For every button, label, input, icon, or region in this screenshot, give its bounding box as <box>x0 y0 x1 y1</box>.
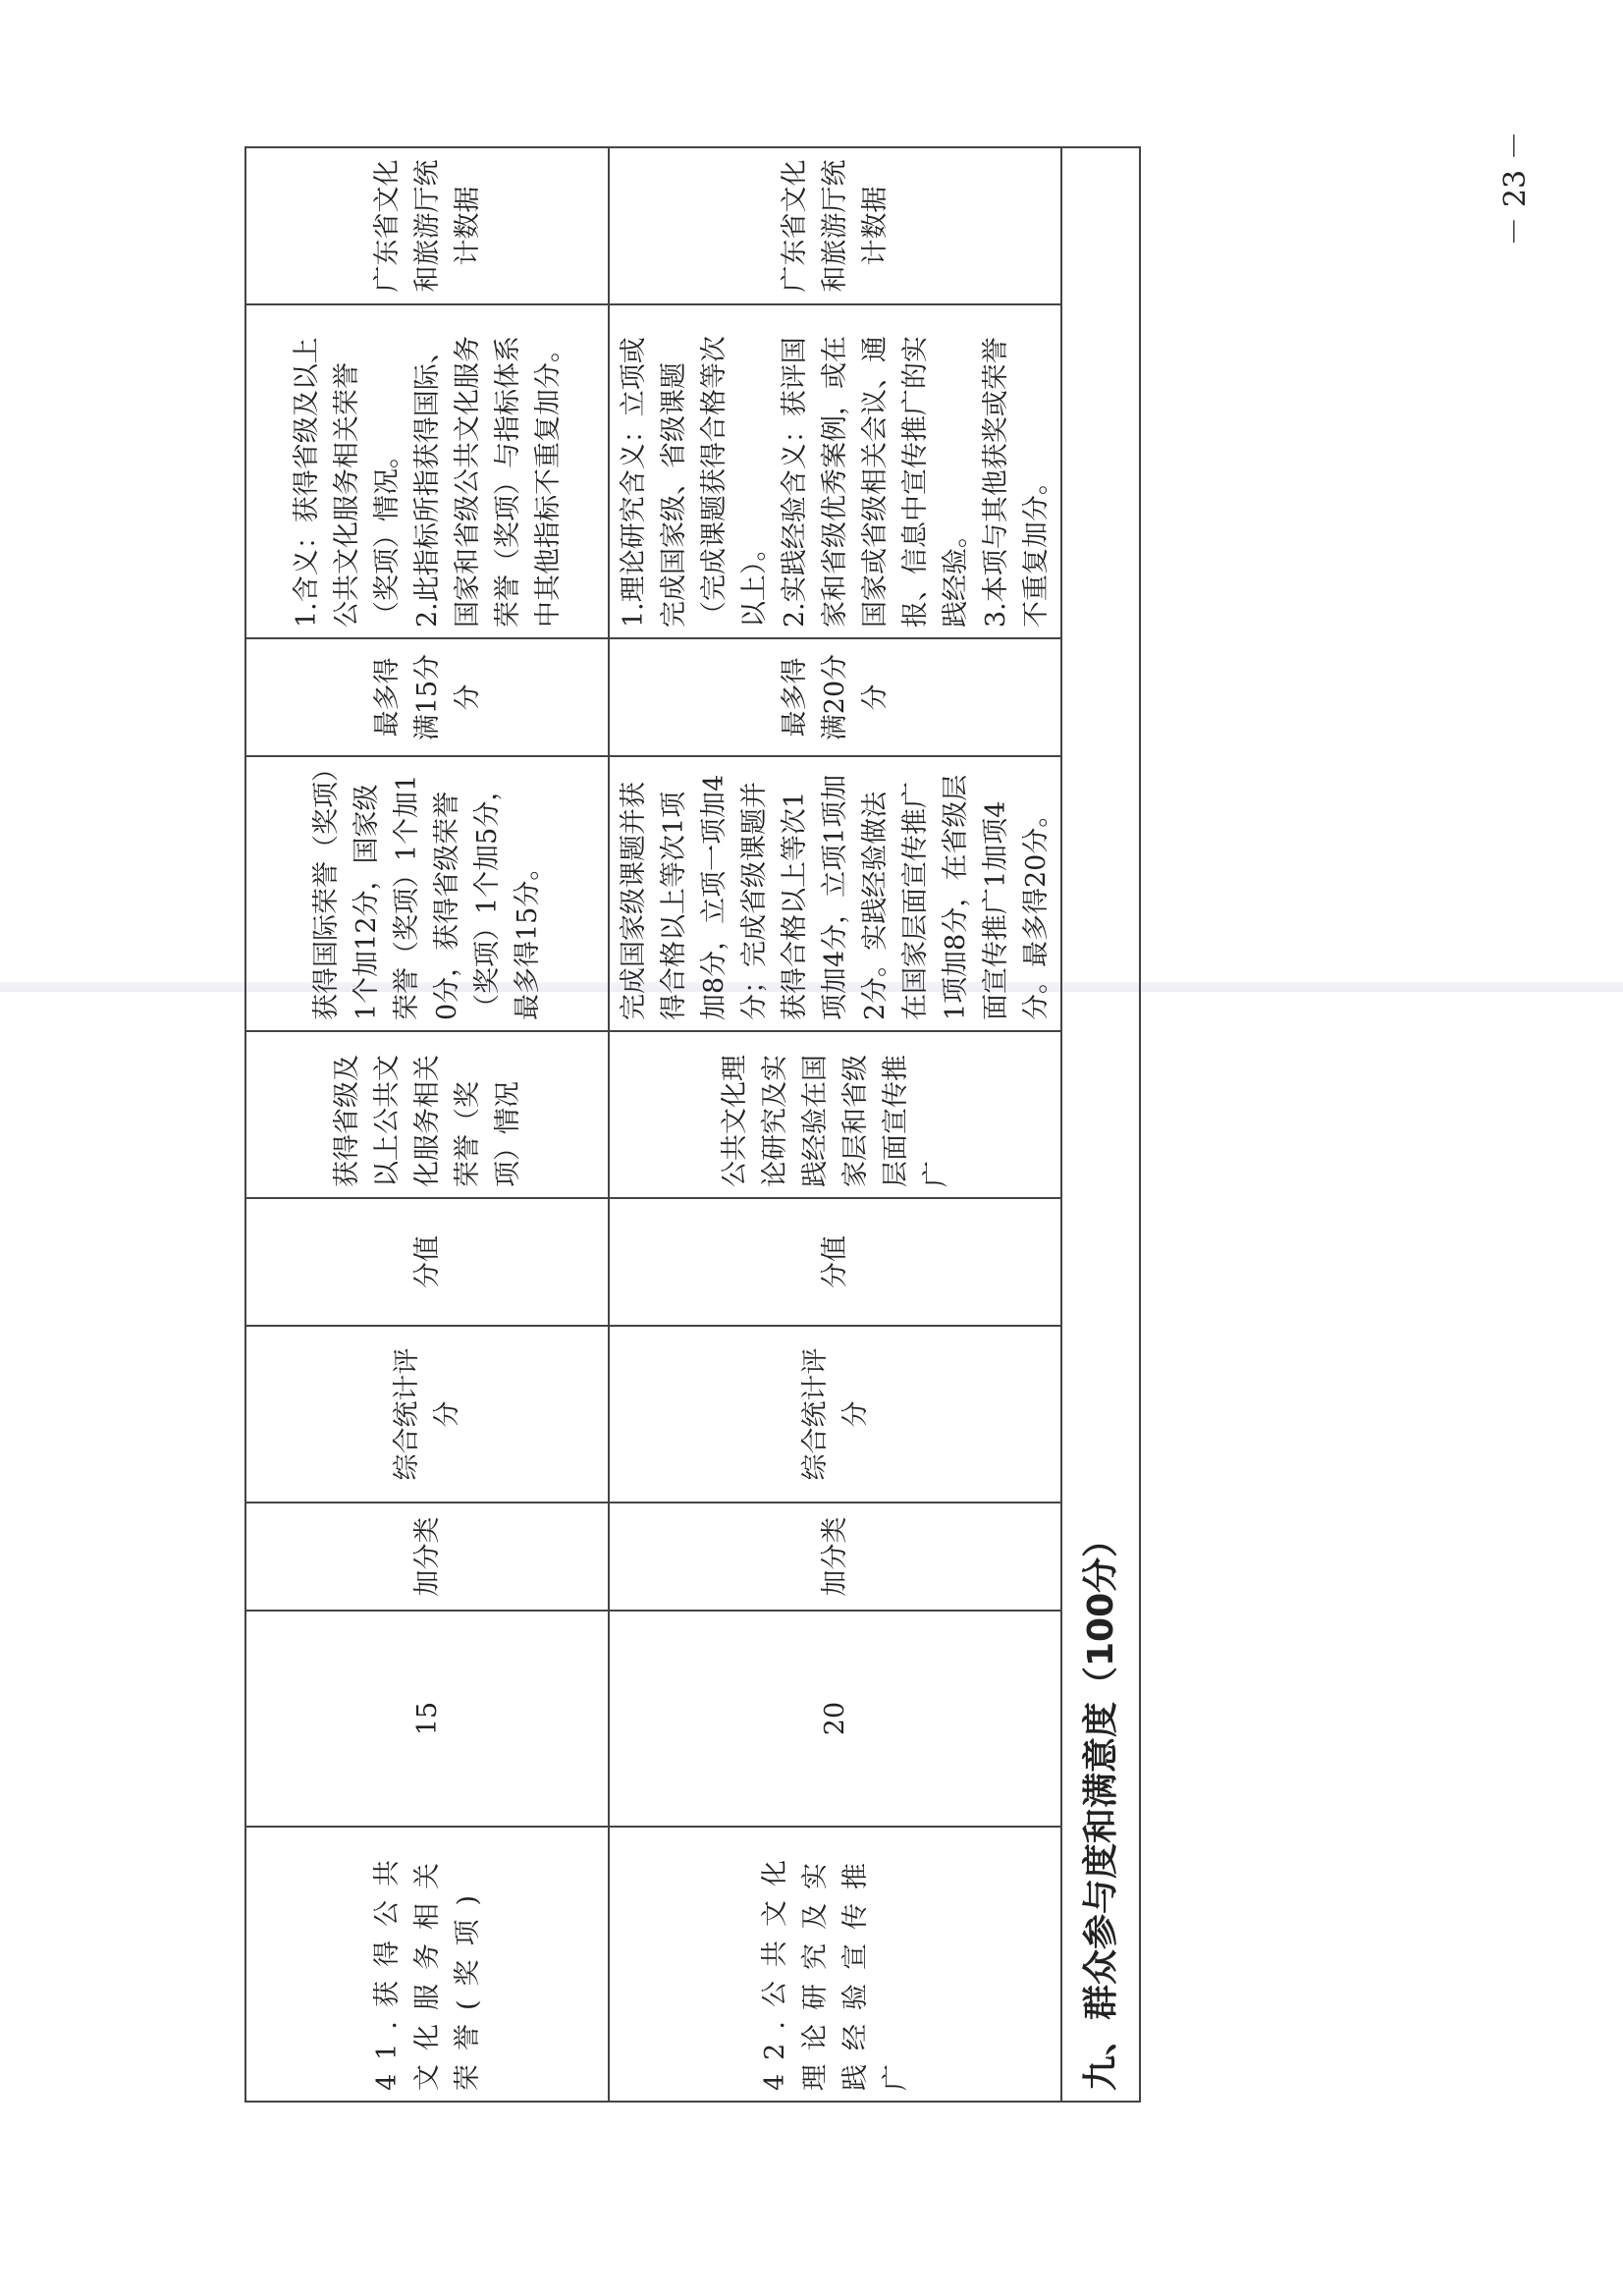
meaning-line: 3.本项与其他获奖或荣誉不重复加分。 <box>981 337 1052 628</box>
indicator-cell: 42.公共文化理论研究及实践经验宣传推广 <box>609 1827 1061 2102</box>
score-cell: 20 <box>609 1611 1061 1827</box>
meaning-line: 1.含义：获得省级及以上公共文化服务相关荣誉（奖项）情况。 <box>291 337 403 628</box>
indicator-cell: 41.获得公共文化服务相关荣誉(奖项) <box>245 1827 609 2102</box>
value-label-cell: 分值 <box>609 1198 1061 1326</box>
category-cell: 加分类 <box>609 1503 1061 1611</box>
item-cell: 公共文化理论研究及实践经验在国家层和省级层面宣传推广 <box>609 1031 1061 1198</box>
meaning-line: 1.理论研究含义：立项或完成国家级、省级课题（完成课题获得合格等次以上）。 <box>619 336 770 628</box>
rotated-table-frame <box>241 147 1121 2102</box>
rule-cell: 完成国家级课题并获得合格以上等次1项加8分，立项一项加4分；完成省级课题并获得合格以上等次1项加4分，立项1项加2分。实践经验做法在国家层面宣传推广1项加8分，在省级层面宣传推广1加项4分。最多得20分。 <box>609 756 1061 1031</box>
meaning-cell <box>609 304 1061 638</box>
table-row <box>609 147 1061 2102</box>
table-row <box>245 147 609 2102</box>
method-cell: 综合统计评分 <box>609 1326 1061 1503</box>
section-heading: 九、群众参与度和满意度（100分） <box>1061 147 1140 2102</box>
max-score-cell: 最多得满15分分 <box>245 638 609 756</box>
value-label-cell: 分值 <box>245 1198 609 1326</box>
item-cell: 获得省级及以上公共文化服务相关荣誉（奖项）情况 <box>245 1031 609 1198</box>
source-cell: 广东省文化和旅游厅统计数据 <box>245 147 609 304</box>
page-number: － 23 － <box>1498 131 1533 246</box>
meaning-cell <box>245 304 609 638</box>
source-cell: 广东省文化和旅游厅统计数据 <box>609 147 1061 304</box>
method-cell: 综合统计评分 <box>245 1326 609 1503</box>
meaning-line: 2.实践经验含义：获评国家和省级优秀案例，或在国家或省级相关会议、通报、信息中宣传推广的实践经验。 <box>780 336 971 628</box>
max-score-cell: 最多得满20分分 <box>609 638 1061 756</box>
score-cell: 15 <box>245 1611 609 1827</box>
evaluation-table <box>241 146 1141 2102</box>
rule-cell: 获得国际荣誉（奖项）1个加12分，国家级荣誉（奖项）1个加10分，获得省级荣誉（奖项）1个加5分，最多得15分。 <box>245 756 609 1031</box>
section-row <box>1061 147 1140 2102</box>
category-cell: 加分类 <box>245 1503 609 1611</box>
meaning-line: 2.此指标所指获得国际、国家和省级公共文化服务荣誉（奖项）与指标体系中其他指标不重复加分。 <box>411 336 564 628</box>
